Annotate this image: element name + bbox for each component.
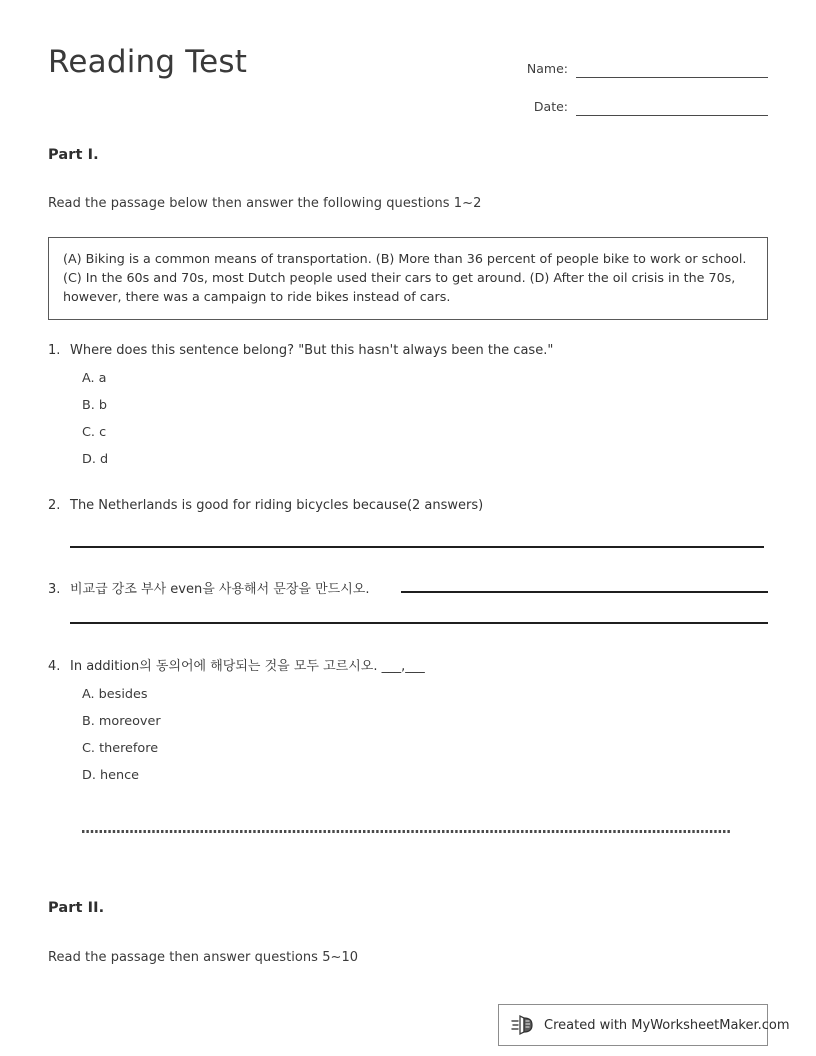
question-1-prompt (48, 343, 768, 358)
question-3-text: 비교급 강조 부사 even을 사용해서 문장을 만드시오. (70, 582, 370, 597)
footer-attribution-text: Created with MyWorksheetMaker.com (544, 1017, 790, 1033)
question-3 (48, 578, 768, 597)
question-3-number: 3. (48, 582, 61, 597)
question-4-option-a[interactable]: A. besides (82, 687, 148, 702)
page-title: Reading Test (48, 44, 248, 80)
question-4-option-b[interactable]: B. moreover (82, 714, 161, 729)
question-3-prompt (48, 578, 768, 597)
question-1-options (48, 365, 768, 473)
part-1-instruction: Read the passage below then answer the following questions 1~2 (48, 196, 482, 211)
date-label: Date: (533, 99, 568, 114)
part-2-heading: Part II. (48, 900, 105, 916)
question-2-prompt (48, 498, 768, 513)
question-4-options (48, 681, 768, 789)
passage-text: (A) Biking is a common means of transportation. (B) More than 36 percent of people bike to work or school. (C) In the 60s and 70s, most Dutch people used their cars to get around. (D) After the oil crisis in the 70s, however, there was a campaign to ride bikes instead of cars. (63, 251, 747, 304)
section-divider (82, 830, 730, 833)
date-field-row (476, 86, 768, 116)
question-4-number: 4. (48, 659, 61, 674)
worksheet-maker-logo-icon (511, 1012, 537, 1038)
part-1-heading: Part I. (48, 147, 99, 163)
date-input-line[interactable] (576, 100, 768, 116)
part-2-instruction: Read the passage then answer questions 5~10 (48, 950, 359, 965)
question-1-option-a[interactable]: A. a (82, 371, 107, 386)
question-2-text: The Netherlands is good for riding bicycles because(2 answers) (70, 498, 484, 513)
question-1-text: Where does this sentence belong? "But this hasn't always been the case." (70, 343, 554, 358)
question-3-answer-line-2[interactable] (70, 622, 768, 624)
question-4-option-c[interactable]: C. therefore (82, 741, 159, 756)
name-input-line[interactable] (576, 62, 768, 78)
question-1-option-d[interactable]: D. d (82, 452, 109, 467)
footer-attribution-badge[interactable] (498, 1004, 790, 1046)
question-1-option-c[interactable]: C. c (82, 425, 107, 440)
question-4-prompt (48, 655, 768, 674)
name-label: Name: (526, 61, 568, 76)
question-1-number: 1. (48, 343, 61, 358)
name-field-row (476, 48, 768, 78)
question-1-option-b[interactable]: B. b (82, 398, 108, 413)
passage-box (48, 237, 768, 320)
question-4-text: In addition의 동의어에 해당되는 것을 모두 고르시오. ___,___ (70, 659, 425, 674)
question-2 (48, 498, 768, 513)
question-1 (48, 343, 768, 473)
question-2-number: 2. (48, 498, 61, 513)
student-info-fields (476, 48, 768, 124)
question-4 (48, 655, 768, 789)
question-3-answer-line-1[interactable] (401, 591, 768, 593)
page-header (48, 42, 768, 122)
question-4-option-d[interactable]: D. hence (82, 768, 139, 783)
question-2-answer-line[interactable] (70, 546, 764, 548)
